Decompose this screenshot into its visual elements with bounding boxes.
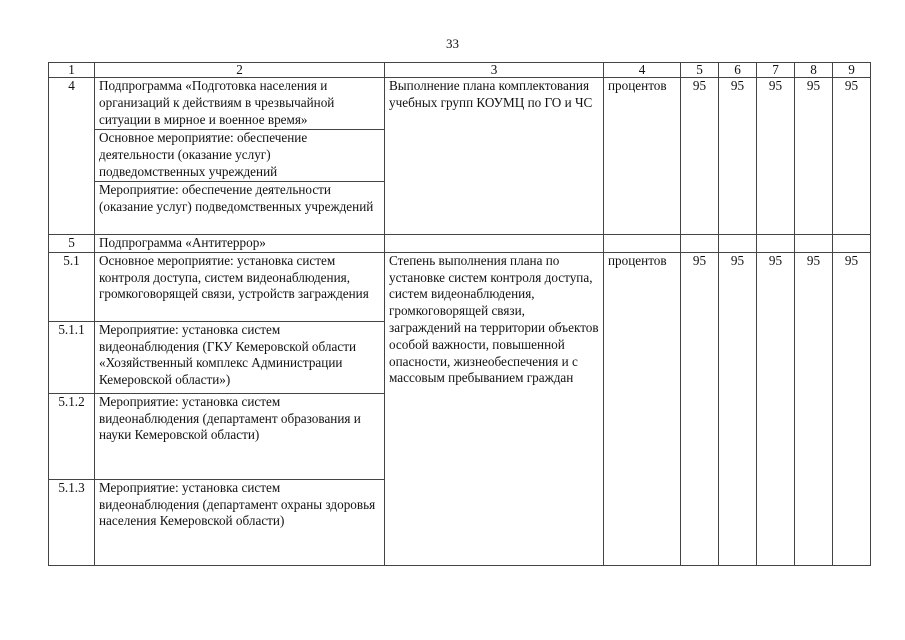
header-cell: 5	[681, 63, 719, 78]
header-cell: 1	[49, 63, 95, 78]
indicator-name: Выполнение плана комплектования учебных групп КОУМЦ по ГО и ЧС	[385, 78, 604, 235]
value-cell: 95	[719, 78, 757, 235]
header-cell: 7	[757, 63, 795, 78]
activity-name: Мероприятие: обеспечение деятельности (оказание услуг) подведомственных учреждений	[95, 182, 385, 235]
empty-cell	[719, 235, 757, 253]
value-cell: 95	[795, 252, 833, 565]
table-row	[49, 252, 871, 321]
row-number: 5.1.2	[49, 393, 95, 479]
empty-cell	[681, 235, 719, 253]
row-number: 5.1.1	[49, 321, 95, 393]
header-cell: 9	[833, 63, 871, 78]
value-cell: 95	[795, 78, 833, 235]
value-cell: 95	[681, 252, 719, 565]
value-cell: 95	[833, 78, 871, 235]
row-number: 4	[49, 78, 95, 235]
activity-name: Основное мероприятие: установка систем контроля доступа, систем видеонаблюдения, громкоговорящей связи, устройств заграждения	[95, 252, 385, 321]
row-number: 5.1	[49, 252, 95, 321]
page-number: 33	[446, 36, 459, 51]
empty-cell	[795, 235, 833, 253]
value-cell: 95	[757, 252, 795, 565]
table-row	[49, 235, 871, 253]
header-row	[49, 63, 871, 78]
activity-name: Мероприятие: установка систем видеонаблюдения (департамент образования и науки Кемеровской области)	[95, 393, 385, 479]
value-cell: 95	[719, 252, 757, 565]
program-name: Подпрограмма «Антитеррор»	[95, 235, 385, 253]
header-cell: 4	[604, 63, 681, 78]
indicator-name: Степень выполнения плана по установке систем контроля доступа, систем видеонаблюдения, громкоговорящей связи, заграждений на территории объектов особой важности, повышенной опасности, жизнеобеспечения и с массовым пребыванием граждан	[385, 252, 604, 565]
indicators-table	[48, 62, 871, 566]
value-cell: 95	[681, 78, 719, 235]
unit: процентов	[604, 252, 681, 565]
header-cell: 6	[719, 63, 757, 78]
empty-cell	[833, 235, 871, 253]
value-cell: 95	[757, 78, 795, 235]
activity-name: Мероприятие: установка систем видеонаблюдения (ГКУ Кемеровской области «Хозяйственный комплекс Администрации Кемеровской области»)	[95, 321, 385, 393]
header-cell: 8	[795, 63, 833, 78]
activity-name: Основное мероприятие: обеспечение деятельности (оказание услуг) подведомственных учреждений	[95, 130, 385, 182]
table-row	[49, 78, 871, 130]
unit: процентов	[604, 78, 681, 235]
empty-cell	[757, 235, 795, 253]
header-cell: 2	[95, 63, 385, 78]
empty-cell	[385, 235, 604, 253]
activity-name: Мероприятие: установка систем видеонаблюдения (департамент охраны здоровья населения Кемеровской области)	[95, 479, 385, 565]
row-number: 5	[49, 235, 95, 253]
value-cell: 95	[833, 252, 871, 565]
header-cell: 3	[385, 63, 604, 78]
empty-cell	[604, 235, 681, 253]
row-number: 5.1.3	[49, 479, 95, 565]
program-name: Подпрограмма «Подготовка населения и организаций к действиям в чрезвычайной ситуации в мирное и военное время»	[95, 78, 385, 130]
